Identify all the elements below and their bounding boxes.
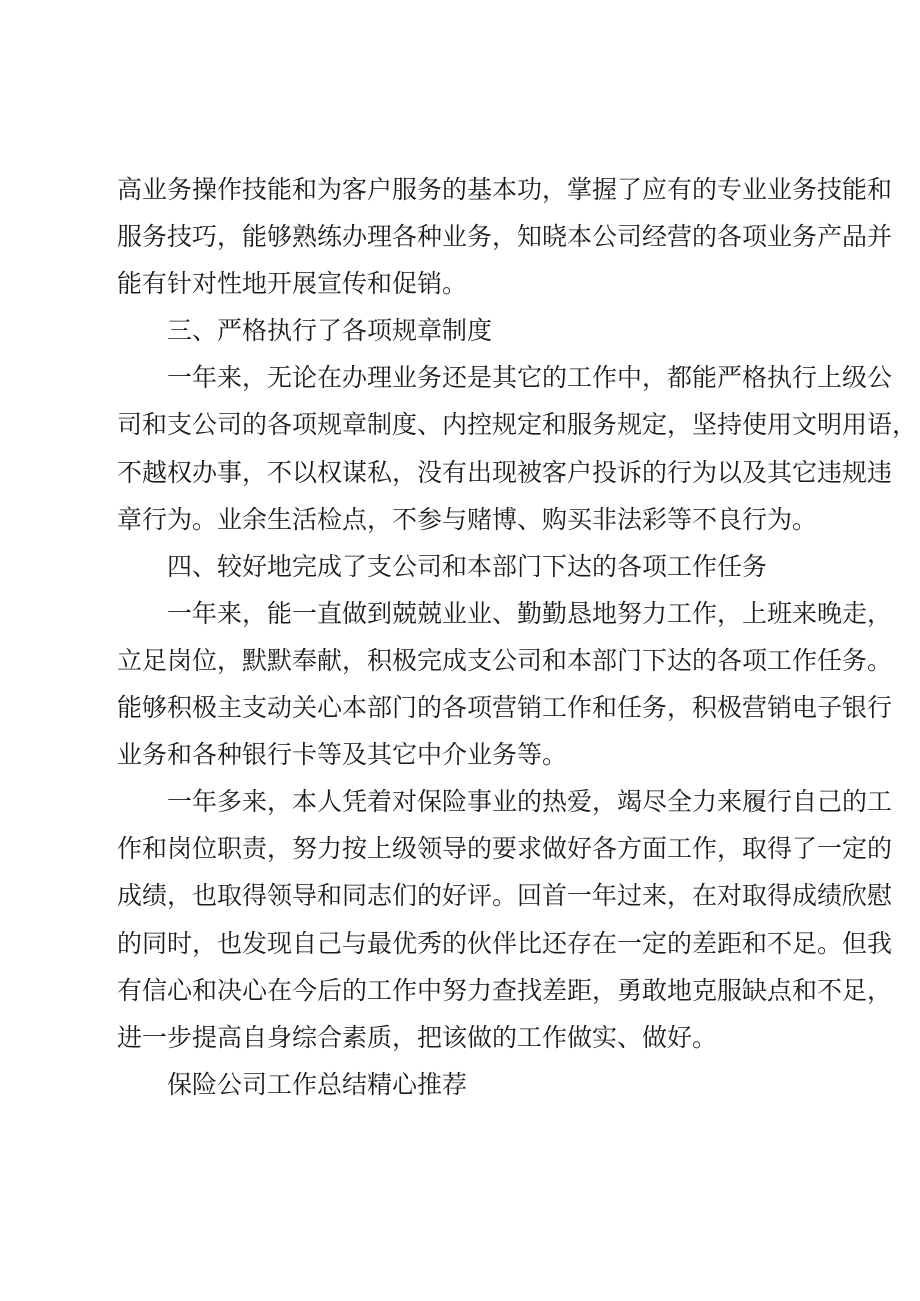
text-line: 有信心和决心在今后的工作中努力查找差距，勇敢地克服缺点和不足， [117, 975, 893, 1005]
section-heading-3 [117, 307, 827, 354]
heading-text: 保险公司工作总结精心推荐 [167, 1069, 468, 1099]
text-line: 的同时，也发现自己与最优秀的伙伴比还存在一定的差距和不足。但我 [117, 928, 893, 958]
text-line: 不越权办事，不以权谋私，没有出现被客户投诉的行为以及其它违规违 [117, 457, 893, 487]
text-line: 一年来，能一直做到兢兢业业、勤勤恳地努力工作，上班来晚走， [167, 598, 893, 628]
heading-text: 三、严格执行了各项规章制度 [167, 316, 493, 346]
paragraph-regulations [117, 354, 918, 542]
text-line: 业务和各种银行卡等及其它中介业务等。 [117, 740, 568, 770]
text-line: 高业务操作技能和为客户服务的基本功，掌握了应有的专业业务技能和 [117, 175, 893, 204]
text-line: 成绩，也取得领导和同志们的好评。回首一年过来，在对取得成绩欣慰 [117, 881, 893, 911]
text-line: 进一步提高自身综合素质，把该做的工作做实、做好。 [117, 1022, 718, 1052]
text-line: 能够积极主支动关心本部门的各项营销工作和任务，积极营销电子银行 [117, 693, 893, 723]
closing-title [117, 1061, 827, 1108]
text-line: 章行为。业余生活检点，不参与赌博、购买非法彩等不良行为。 [117, 504, 818, 534]
paragraph-summary [117, 778, 893, 1061]
text-line: 服务技巧，能够熟练办理各种业务，知晓本公司经营的各项业务产品并 [117, 222, 893, 252]
text-line: 立足岗位，默默奉献，积极完成支公司和本部门下达的各项工作任务。 [117, 645, 893, 675]
heading-text: 四、较好地完成了支公司和本部门下达的各项工作任务 [167, 551, 768, 581]
text-line: 一年来，无论在办理业务还是其它的工作中，都能严格执行上级公 [167, 363, 893, 393]
document-body [117, 166, 918, 1108]
text-line: 能有针对性地开展宣传和促销。 [117, 269, 468, 299]
text-line: 作和岗位职责，努力按上级领导的要求做好各方面工作，取得了一定的 [117, 834, 893, 864]
paragraph-continuation [117, 166, 893, 307]
text-line: 一年多来，本人凭着对保险事业的热爱，竭尽全力来履行自己的工 [167, 787, 893, 817]
section-heading-4 [117, 543, 827, 590]
text-line: 司和支公司的各项规章制度、内控规定和服务规定，坚持使用文明用语， [117, 410, 918, 440]
paragraph-tasks [117, 590, 893, 778]
